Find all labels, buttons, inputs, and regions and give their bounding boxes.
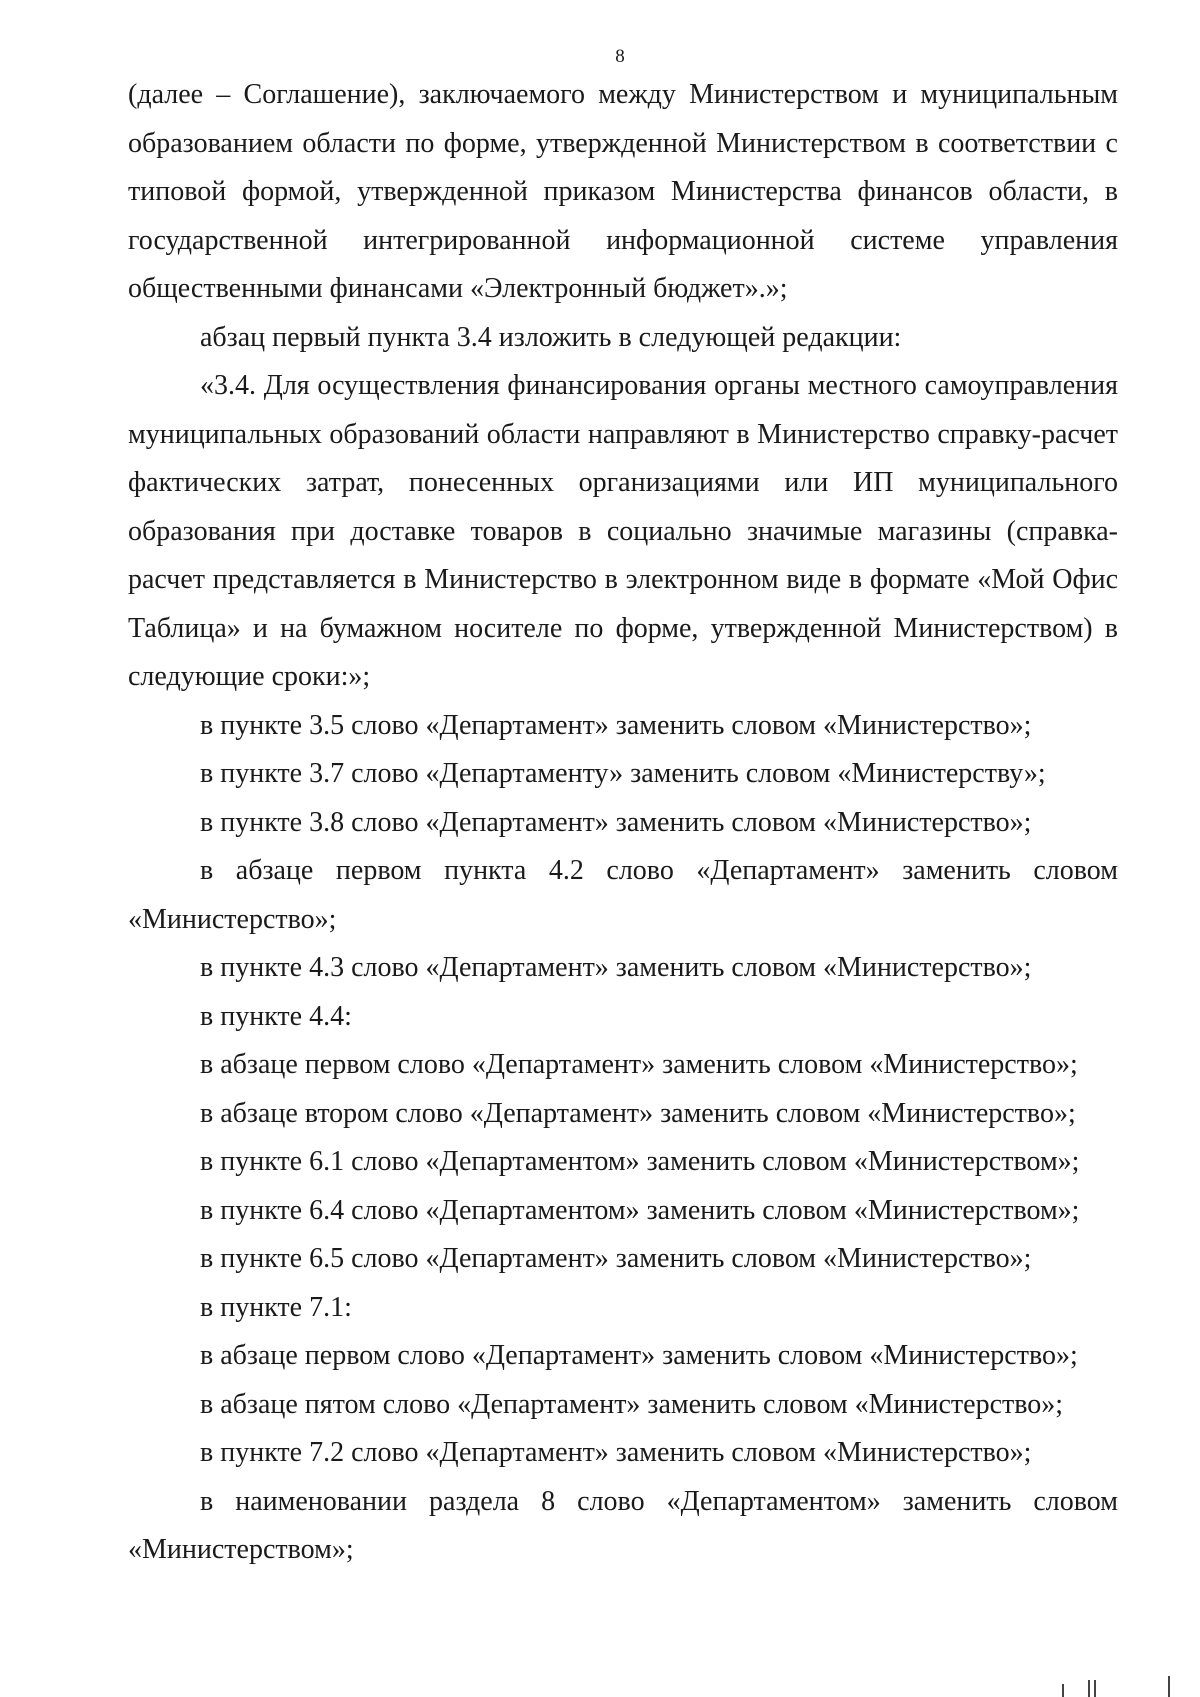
paragraph-item: в пункте 7.1:	[200, 1291, 352, 1323]
document-body	[128, 71, 1118, 1575]
paragraph-item: в пункте 7.2 слово «Департамент» заменить словом «Министерство»;	[200, 1437, 1032, 1468]
paragraph-item: в пункте 4.4:	[200, 1000, 352, 1032]
paragraph-item: в наименовании раздела 8 слово «Департаментом» заменить словом «Министерством»;	[128, 1485, 1118, 1565]
paragraph-item: в пункте 3.8 слово «Департамент» заменить словом «Министерство»;	[200, 806, 1032, 838]
scan-mark	[1088, 1680, 1090, 1697]
paragraph-item: в пункте 3.5 слово «Департамент» заменить словом «Министерство»;	[200, 709, 1032, 741]
paragraph-item: в пункте 4.3 слово «Департамент» заменить словом «Министерство»;	[200, 952, 1032, 983]
paragraph-item: в абзаце первом слово «Департамент» заменить словом «Министерство»;	[200, 1049, 1078, 1080]
scan-mark	[1168, 1676, 1170, 1697]
paragraph-item: в абзаце пятом слово «Департамент» заменить словом «Министерство»;	[200, 1388, 1064, 1420]
paragraph-item: в пункте 6.1 слово «Департаментом» заменить словом «Министерством»;	[200, 1146, 1080, 1177]
paragraph-clause-3-4: «3.4. Для осуществления финансирования органы местного самоуправления муниципальных образований области направляют в Министерство справку-расчет фактических затрат, понесенных организациями или ИП муниципального образования при доставке товаров в социально значимые магазины (справка-расчет представляется в Министерство в электронном виде в формате «Мой Офис Таблица» и на бумажном носителе по форме, утвержденной Министерством) в следующие сроки:»;	[128, 370, 1118, 692]
paragraph-item: в пункте 6.4 слово «Департаментом» заменить словом «Министерством»;	[200, 1194, 1080, 1226]
paragraph-item: в абзаце первом слово «Департамент» заменить словом «Министерство»;	[200, 1340, 1078, 1371]
paragraph-item: в пункте 6.5 слово «Департамент» заменить словом «Министерство»;	[200, 1243, 1032, 1274]
paragraph-continuation: (далее – Соглашение), заключаемого между Министерством и муниципальным образованием области по форме, утвержденной Министерством в соответствии с типовой формой, утвержденной приказом Министерства финансов области, в государственной интегрированной информационной системе управления общественными финансами «Электронный бюджет».»;	[128, 79, 1118, 304]
paragraph-item: в пункте 3.7 слово «Департаменту» заменить словом «Министерству»;	[200, 758, 1046, 789]
page-number: 8	[615, 46, 625, 67]
paragraph-amendment-intro: абзац первый пункта 3.4 изложить в следующей редакции:	[200, 321, 902, 353]
scan-mark	[1094, 1680, 1096, 1697]
paragraph-item: в абзаце первом пункта 4.2 слово «Департамент» заменить словом «Министерство»;	[128, 855, 1118, 935]
scan-mark	[1062, 1684, 1064, 1697]
paragraph-item: в абзаце втором слово «Департамент» заменить словом «Министерство»;	[200, 1097, 1076, 1129]
